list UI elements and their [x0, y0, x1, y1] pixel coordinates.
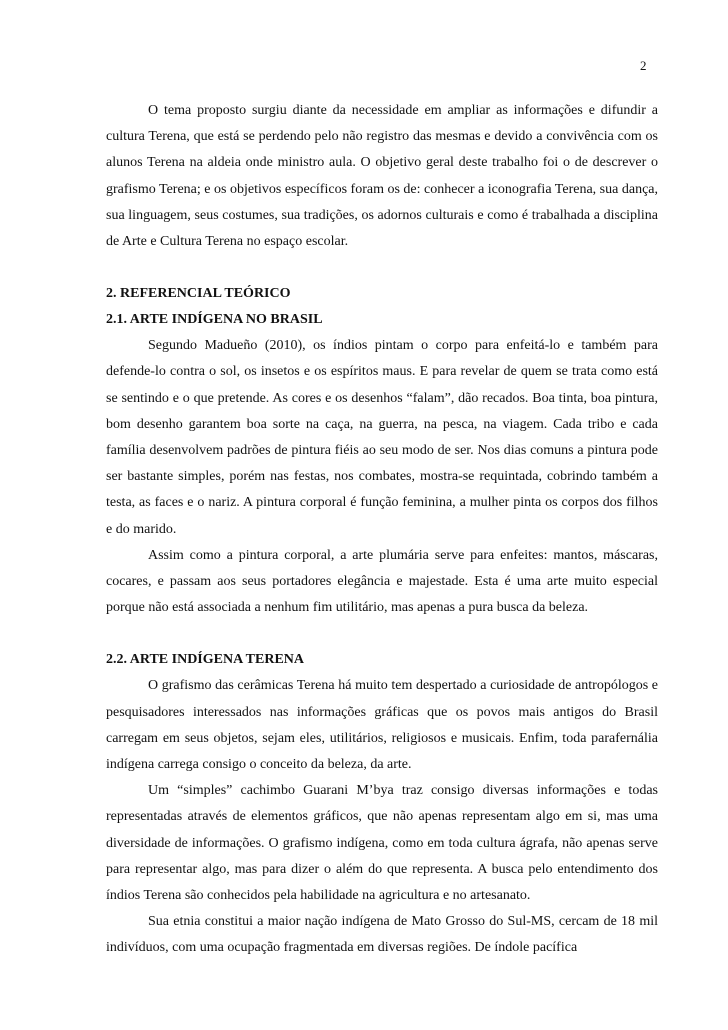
document-body	[106, 98, 658, 962]
subsection-heading-arte-brasil: 2.1. ARTE INDÍGENA NO BRASIL	[106, 312, 323, 328]
paragraph-pintura-corporal: Segundo Madueño (2010), os índios pintam o corpo para enfeitá-lo e também para defende-lo contra o sol, os insetos e os espíritos maus. E para revelar de quem se trata como está se sentindo e o que pretende. As cores e os desenhos “falam”, dão recados. Boa tinta, boa pintura, bom desenho garantem boa sorte na caça, na guerra, na pesca, na viagem. Cada tribo e cada família desenvolvem padrões de pintura fiéis ao seu modo de ser. Nos dias comuns a pintura pode ser bastante simples, porém nas festas, nos combates, mostra-se requintada, cobrindo também a testa, as faces e o nariz. A pintura corporal é função feminina, a mulher pinta os corpos dos filhos e do marido.	[106, 338, 658, 537]
paragraph-arte-plumaria: Assim como a pintura corporal, a arte plumária serve para enfeites: mantos, máscaras, cocares, e passam aos seus portadores elegância e majestade. Esta é uma arte muito especial porque não está associada a nenhum fim utilitário, mas apenas a pura busca da beleza.	[106, 547, 658, 616]
page-number: 2	[640, 58, 647, 73]
paragraph-cachimbo-guarani: Um “simples” cachimbo Guarani M’bya traz consigo diversas informações e todas representadas através de elementos gráficos, que não apenas representam algo em si, mas uma diversidade de informações. O grafismo indígena, como em toda cultura ágrafa, não apenas serve para representar algo, mas para dizer o além do que representa. A busca pelo entendimento dos índios Terena são conhecidos pela habilidade na agricultura e no artesanato.	[106, 783, 658, 904]
section-gap	[106, 621, 658, 647]
section-gap	[106, 255, 658, 281]
subsection-heading-arte-terena: 2.2. ARTE INDÍGENA TERENA	[106, 652, 305, 668]
section-heading-referencial: 2. REFERENCIAL TEÓRICO	[106, 286, 291, 302]
paragraph-etnia-terena: Sua etnia constitui a maior nação indígena de Mato Grosso do Sul-MS, cercam de 18 mil indivíduos, com uma ocupação fragmentada em diversas regiões. De índole pacífica	[106, 914, 658, 956]
intro-paragraph: O tema proposto surgiu diante da necessidade em ampliar as informações e difundir a cultura Terena, que está se perdendo pelo não registro das mesmas e devido a convivência com os alunos Terena na aldeia onde ministro aula. O objetivo geral deste trabalho foi o de descrever o grafismo Terena; e os objetivos específicos foram os de: conhecer a iconografia Terena, sua dança, sua linguagem, seus costumes, sua tradições, os adornos culturais e como é trabalhada a disciplina de Arte e Cultura Terena no espaço escolar.	[106, 103, 658, 250]
paragraph-grafismo-ceramicas: O grafismo das cerâmicas Terena há muito tem despertado a curiosidade de antropólogos e pesquisadores interessados nas informações gráficas que os povos mais antigos do Brasil carregam em seus objetos, sejam eles, utilitários, religiosos e musicais. Enfim, toda parafernália indígena carrega consigo o conceito da beleza, da arte.	[106, 678, 658, 773]
